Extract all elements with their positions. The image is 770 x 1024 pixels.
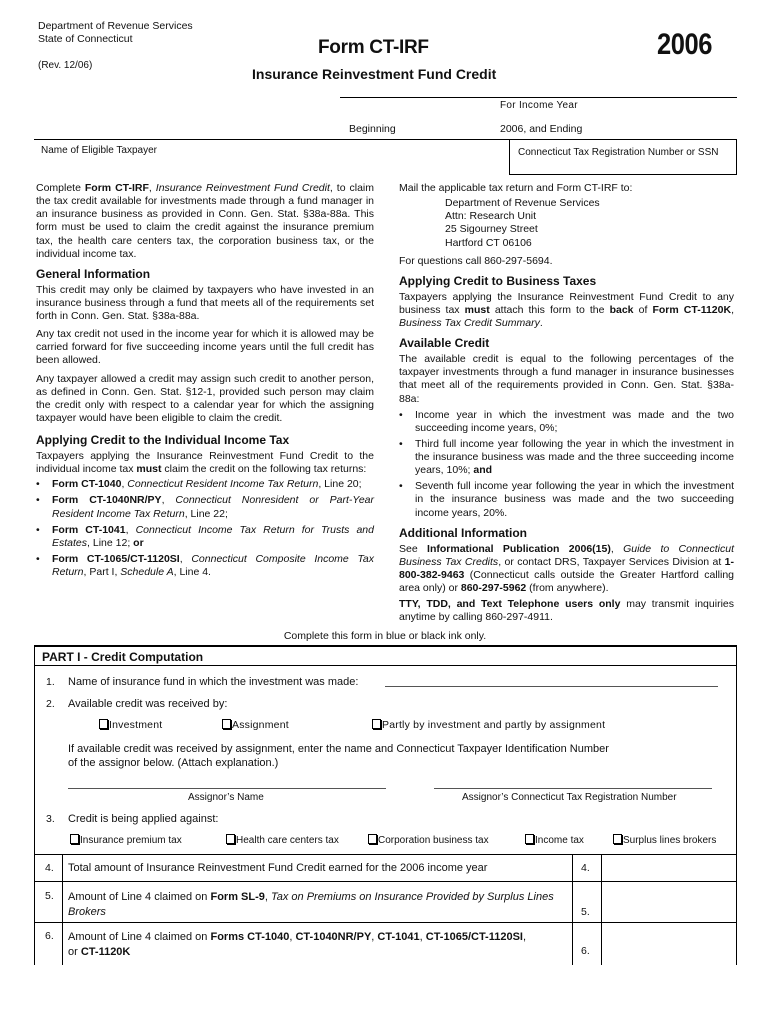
- line5-box-label: 5.: [581, 906, 590, 918]
- general-info-p3: Any taxpayer allowed a credit may assign such credit to another person, as defined in Conn. Gen. Stat. §12-1, provided such person may claim the credit only with respect to a calendar year for which the assigning taxpayer would have been eligible to claim the credit.: [36, 372, 374, 424]
- checkbox-income-tax[interactable]: Income tax: [525, 834, 584, 848]
- assignor-reg-label: Assignor’s Connecticut Tax Registration Number: [462, 792, 677, 803]
- general-info-p2: Any tax credit not used in the income year for which it is allowed may be carried forward for five succeeding income years until the full credit has been allowed.: [36, 328, 374, 367]
- line3-number: 3.: [46, 813, 55, 825]
- ending-label: 2006, and Ending: [500, 123, 583, 135]
- address-line: Attn: Research Unit: [445, 210, 537, 223]
- individual-tax-heading: Applying Credit to the Individual Income Tax: [36, 433, 290, 447]
- available-credit-list: [399, 409, 734, 520]
- assignor-name-label: Assignor’s Name: [188, 792, 264, 803]
- revision: (Rev. 12/06): [38, 60, 93, 71]
- available-credit-paragraph: The available credit is equal to the following percentages of the taxpayer investments through a fund manager in insurance businesses that meet all of the requirements provided in Conn. Gen. Stat. §38a-88a:: [399, 353, 734, 405]
- general-info-heading: General Information: [36, 266, 151, 281]
- taxpayer-name-field[interactable]: [34, 139, 509, 175]
- questions-phone: For questions call 860-297-5694.: [399, 254, 553, 267]
- checkbox-square-icon: [613, 834, 622, 844]
- list-item: • Form CT-1040NR/PY, Connecticut Nonresident or Part-Year Resident Income Tax Return, Line 22;: [36, 494, 374, 520]
- line5-label: Amount of Line 4 claimed on Form SL-9, Tax on Premiums on Insurance Provided by Surplus Lines Brokers: [68, 891, 554, 918]
- mail-intro: Mail the applicable tax return and Form CT-IRF to:: [399, 182, 633, 194]
- intro-paragraph: Complete Form CT-IRF, Insurance Reinvestment Fund Credit, to claim the tax credit available for investments made through a fund manager in an insurance business as provided in Conn. Gen. Stat. §38a-88a. This form must be used to claim the credit against the insurance premium tax, the health care centers tax, the corporation business tax, or the individual income tax.: [36, 182, 374, 260]
- checkbox-partly[interactable]: Partly by investment and partly by assignment: [372, 719, 605, 732]
- assignor-reg-input[interactable]: [434, 779, 712, 789]
- individual-tax-paragraph: Taxpayers applying the Insurance Reinvestment Fund Credit to the individual income tax must claim the credit on the following tax returns:: [36, 450, 374, 476]
- checkbox-assignment[interactable]: Assignment: [222, 719, 289, 732]
- line3-label: Credit is being applied against:: [68, 813, 219, 825]
- line1-label: Name of insurance fund in which the investment was made:: [68, 676, 359, 688]
- checkbox-surplus-lines[interactable]: Surplus lines brokers: [613, 834, 716, 848]
- list-item: • Third full income year following the year in which the investment in the insurance business was made and the three succeeding income years, 10%; and: [399, 437, 734, 477]
- form-subtitle: Insurance Reinvestment Fund Credit: [252, 66, 497, 82]
- line6-box-label: 6.: [581, 945, 590, 957]
- line4-box-label: 4.: [581, 862, 590, 874]
- line2-label: Available credit was received by:: [68, 698, 228, 710]
- address-line: Hartford CT 06106: [445, 236, 532, 249]
- line4-number: 4.: [45, 862, 54, 874]
- line5-amount-input[interactable]: [602, 882, 737, 922]
- mail-address: [399, 197, 734, 250]
- part1-top-rule: [34, 645, 737, 647]
- taxpayer-name-label: Name of Eligible Taxpayer: [41, 145, 157, 156]
- checkbox-square-icon: [222, 719, 231, 729]
- tty-paragraph: TTY, TDD, and Text Telephone users only may transmit inquiries anytime by calling 860-297-4911.: [399, 598, 734, 624]
- assignor-name-input[interactable]: [68, 779, 386, 789]
- fund-name-input[interactable]: [385, 675, 718, 687]
- address-line: 25 Sigourney Street: [445, 223, 538, 236]
- checkbox-square-icon: [525, 834, 534, 844]
- additional-info-paragraph: See Informational Publication 2006(15), Guide to Connecticut Business Tax Credits, or contact DRS, Taxpayer Services Division at 1-800-382-9463 (Connecticut calls outside the Greater Hartford calling area only) or 860-297-5962 (from anywhere).: [399, 542, 734, 594]
- form-title: Form CT-IRF: [318, 37, 429, 58]
- checkbox-square-icon: [226, 834, 235, 844]
- beginning-label: Beginning: [349, 123, 396, 135]
- individual-return-list: [36, 478, 374, 579]
- line4-label: Total amount of Insurance Reinvestment Fund Credit earned for the 2006 income year: [68, 862, 488, 874]
- checkbox-health-care[interactable]: Health care centers tax: [226, 834, 339, 848]
- business-tax-heading: Applying Credit to Business Taxes: [399, 273, 597, 288]
- ink-note: Complete this form in blue or black ink only.: [283, 630, 487, 642]
- assignment-note-1: If available credit was received by assignment, enter the name and Connecticut Taxpayer Identification Number: [68, 743, 609, 755]
- available-credit-heading: Available Credit: [399, 336, 490, 351]
- business-tax-paragraph: Taxpayers applying the Insurance Reinvestment Fund Credit to any business tax must attach this form to the back of Form CT-1120K, Business Tax Credit Summary.: [399, 290, 734, 329]
- general-info-p1: This credit may only be claimed by taxpayers who have invested in an insurance business through a fund that meets all of the requirements set forth in Conn. Gen. Stat. §38a-88a.: [36, 283, 374, 322]
- form-year: 2006: [657, 28, 713, 61]
- instructions-left-column: [36, 182, 374, 582]
- taxpayer-reg-field[interactable]: [509, 139, 737, 175]
- line6-label: Amount of Line 4 claimed on Forms CT-1040, CT-1040NR/PY, CT-1041, CT-1065/CT-1120SI, or CT-1120K: [68, 931, 527, 958]
- checkbox-square-icon: [70, 834, 79, 844]
- line1-number: 1.: [46, 676, 55, 688]
- checkbox-investment[interactable]: Investment: [99, 719, 162, 732]
- address-line: Department of Revenue Services: [445, 197, 600, 210]
- checkbox-square-icon: [368, 834, 377, 844]
- list-item: • Seventh full income year following the year in which the investment in the insurance business was made and the two succeeding income years, 20%.: [399, 480, 734, 519]
- list-item: • Form CT-1040, Connecticut Resident Income Tax Return, Line 20;: [36, 478, 362, 491]
- part1-heading: PART I - Credit Computation: [42, 650, 204, 664]
- table-col-box-rule: [572, 854, 573, 965]
- dept-name: Department of Revenue Services: [38, 20, 193, 32]
- checkbox-insurance-premium[interactable]: Insurance premium tax: [70, 834, 182, 848]
- checkbox-square-icon: [372, 719, 381, 729]
- assignment-note-2: of the assignor below. (Attach explanation.): [68, 757, 279, 769]
- list-item: • Income year in which the investment was made and the two succeeding income years, 0%;: [399, 408, 734, 434]
- checkbox-corporation[interactable]: Corporation business tax: [368, 834, 489, 848]
- line4-amount-input[interactable]: [602, 855, 737, 881]
- line6-amount-input[interactable]: [602, 923, 737, 965]
- additional-info-heading: Additional Information: [399, 525, 527, 540]
- checkbox-square-icon: [99, 719, 108, 729]
- instructions-right-column: [399, 182, 734, 629]
- list-item: • Form CT-1065/CT-1120SI, Connecticut Composite Income Tax Return, Part I, Schedule A, Line 4.: [36, 552, 374, 578]
- line6-number: 6.: [45, 930, 54, 942]
- header-rule: [340, 97, 737, 98]
- state-name: State of Connecticut: [38, 33, 133, 45]
- income-year-label: For Income Year: [500, 100, 578, 111]
- part1-heading-rule: [34, 665, 737, 666]
- line2-number: 2.: [46, 698, 55, 710]
- table-col-num-rule: [62, 854, 63, 965]
- taxpayer-reg-label: Connecticut Tax Registration Number or SSN: [518, 147, 719, 158]
- line5-number: 5.: [45, 890, 54, 902]
- list-item: • Form CT-1041, Connecticut Income Tax Return for Trusts and Estates, Line 12; or: [36, 523, 374, 549]
